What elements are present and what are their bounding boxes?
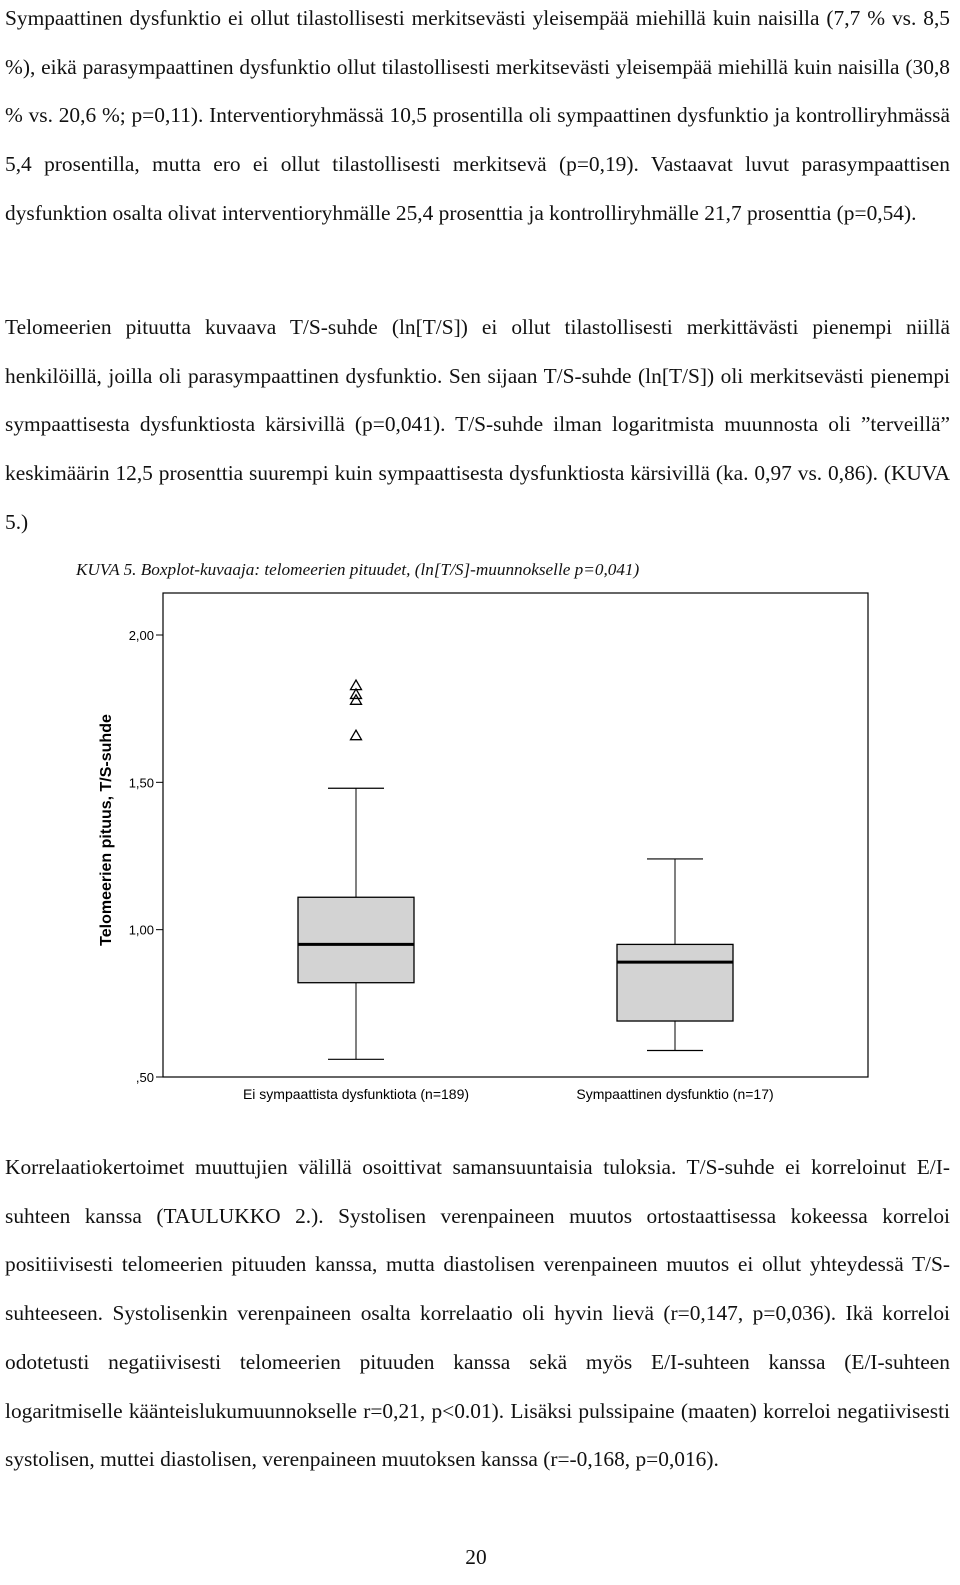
paragraph-1: Sympaattinen dysfunktio ei ollut tilastollisesti merkitsevästi yleisempää miehillä kuin naisilla (7,7 % vs. 8,5 %), eikä parasympaattinen dysfunktio ollut tilastollisesti merkitsevästi yleisempää miehillä kuin naisilla (30,8 % vs. 20,6 %; p=0,11). Interventioryhmässä 10,5 prosentilla oli sympaattinen dysfunktio ja kontrolliryhmässä 5,4 prosentilla, mutta ero ei ollut tilastollisesti merkitsevä (p=0,19). Vastaavat luvut parasympaattisen dysfunktion osalta olivat interventioryhmälle 25,4 prosenttia ja kontrolliryhmälle 21,7 prosenttia (p=0,54). [5,6,950,225]
y-axis-ticks [129,628,163,1085]
paragraph-2: Telomeerien pituutta kuvaava T/S-suhde (ln[T/S]) ei ollut tilastollisesti merkittävästi pienempi niillä henkilöillä, joilla oli parasympaattinen dysfunktio. Sen sijaan T/S-suhde (ln[T/S]) oli merkitsevästi pienempi sympaattisesta dysfunktiosta kärsivillä (p=0,041). T/S-suhde ilman logaritmista muunnosta oli ”terveillä” keskimäärin 12,5 prosenttia suurempi kuin sympaattisesta dysfunktiosta kärsivillä (ka. 0,97 vs. 0,86). (KUVA 5.) [5,315,950,534]
outlier-marker [351,730,362,740]
x-category-label: Ei sympaattista dysfunktiota (n=189) [242,1086,470,1102]
box [617,944,733,1021]
y-tick-label: 1,50 [128,775,154,791]
y-tick-label: 2,00 [128,628,154,643]
x-category-label: Sympaattinen dysfunktio (n=17) [576,1086,774,1102]
plot-frame [163,593,868,1077]
page-number: 20 [465,1545,487,1569]
y-tick-label: 1,00 [128,922,154,938]
box [298,897,414,982]
boxes [298,680,733,1059]
paragraph-3: Korrelaatiokertoimet muuttujien välillä osoittivat samansuuntaisia tuloksia. T/S-suhde ei korreloinut E/I-suhteen kanssa (TAULUKKO 2.). Systolisen verenpaineen muutos ortostaattisessa kokeessa korreloi positiivisesti telomeerien pituuden kanssa, mutta diastolisen verenpaineen muutos ei ollut yhteydessä T/S-suhteeseen. Systolisenkin verenpaineen osalta korrelaatio oli hyvin lievä (r=0,147, p=0,036). Ikä korreloi odotetusti negatiivisesti telomeerien pituuden kanssa sekä myös E/I-suhteen kanssa (E/I-suhteen logaritmiselle käänteislukumuunnokselle r=0,21, p<0.01). Lisäksi pulssipaine (maaten) korreloi negatiivisesti systolisen, muttei diastolisen, verenpaineen muutoksen kanssa (r=-0,168, p=0,016). [5,1155,950,1472]
y-tick-label: ,50 [135,1070,154,1085]
figure-caption: KUVA 5. Boxplot-kuvaaja: telomeerien pituudet, (ln[T/S]-muunnokselle p=0,041) [76,560,640,579]
x-axis-labels [243,1086,774,1102]
boxplot-chart [0,585,960,1120]
y-axis-label: Telomeerien pituus, T/S-suhde [98,714,115,946]
